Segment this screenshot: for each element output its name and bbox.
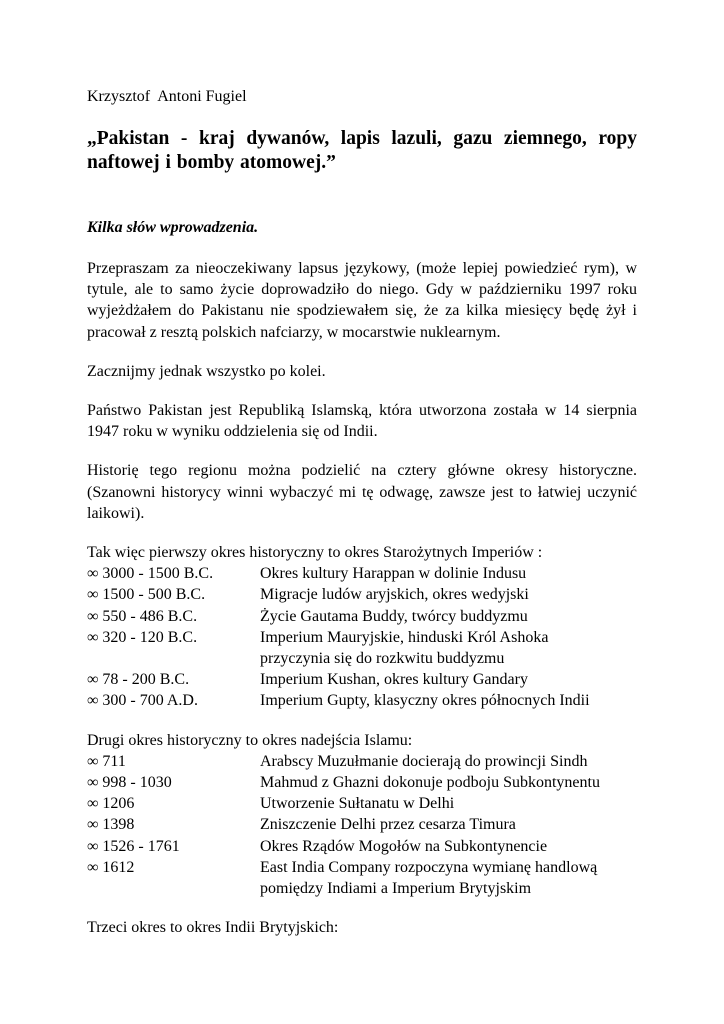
timeline-row <box>87 857 637 899</box>
timeline-row <box>87 669 637 690</box>
period3-intro: Trzeci okres to okres Indii Brytyjskich: <box>87 919 339 937</box>
timeline-event <box>260 563 637 584</box>
timeline-event <box>260 584 637 605</box>
timeline-event <box>260 857 637 899</box>
timeline-row <box>87 836 637 857</box>
timeline-event <box>260 836 637 857</box>
timeline-event <box>260 690 637 711</box>
timeline-date: ∞ 550 - 486 B.C. <box>87 607 198 625</box>
period2-timeline <box>87 751 637 899</box>
timeline-date: ∞ 1526 - 1761 <box>87 837 180 855</box>
section-heading: Kilka słów wprowadzenia. <box>87 219 259 236</box>
timeline-event <box>260 814 637 835</box>
timeline-row <box>87 772 637 793</box>
timeline-event-line: Imperium Kushan, okres kultury Gandary <box>260 671 528 689</box>
timeline-event-line: Życie Gautama Buddy, twórcy buddyzmu <box>260 607 528 625</box>
timeline-event <box>260 669 637 690</box>
document-page <box>87 86 637 938</box>
timeline-event-line: Okres Rządów Mogołów na Subkontynencie <box>260 837 548 855</box>
timeline-event-line: Utworzenie Sułtanatu w Delhi <box>260 795 455 813</box>
timeline-event <box>260 793 637 814</box>
timeline-row <box>87 690 637 711</box>
timeline-date: ∞ 320 - 120 B.C. <box>87 628 198 646</box>
document-title: „Pakistan - kraj dywanów, lapis lazuli, gazu ziemnego, ropy naftowej i bomby atomowej.” <box>87 128 637 173</box>
timeline-event <box>260 606 637 627</box>
timeline-event-line: Okres kultury Harappan w dolinie Indusu <box>260 565 527 583</box>
timeline-event-line: przyczynia się do rozkwitu buddyzmu <box>260 650 505 668</box>
timeline-date: ∞ 998 - 1030 <box>87 774 172 792</box>
timeline-row <box>87 563 637 584</box>
period2-intro: Drugi okres historyczny to okres nadejścia Islamu: <box>87 731 413 749</box>
timeline-date: ∞ 1500 - 500 B.C. <box>87 586 206 604</box>
timeline-row <box>87 814 637 835</box>
timeline-event-line: pomiędzy Indiami a Imperium Brytyjskim <box>260 880 532 898</box>
timeline-date: ∞ 300 - 700 A.D. <box>87 692 198 710</box>
timeline-event-line: Migracje ludów aryjskich, okres wedyjski <box>260 586 529 604</box>
timeline-date: ∞ 78 - 200 B.C. <box>87 671 190 689</box>
period1-timeline <box>87 563 637 711</box>
timeline-row <box>87 793 637 814</box>
timeline-date: ∞ 711 <box>87 752 126 770</box>
period1-intro: Tak więc pierwszy okres historyczny to okres Starożytnych Imperiów : <box>87 544 543 562</box>
timeline-event <box>260 627 637 669</box>
state-paragraph: Państwo Pakistan jest Republiką Islamską, która utworzona została w 14 sierpnia 1947 roku w wyniku oddzielenia się od Indii. <box>87 402 637 441</box>
timeline-date: ∞ 1206 <box>87 795 135 813</box>
author-name: Krzysztof Antoni Fugiel <box>87 88 247 105</box>
lets-start-paragraph: Zacznijmy jednak wszystko po kolei. <box>87 362 326 380</box>
timeline-row <box>87 606 637 627</box>
timeline-event-line: Zniszczenie Delhi przez cesarza Timura <box>260 816 516 834</box>
timeline-date: ∞ 3000 - 1500 B.C. <box>87 565 214 583</box>
timeline-event <box>260 772 637 793</box>
timeline-event <box>260 751 637 772</box>
intro-paragraph: Przepraszam za nieoczekiwany lapsus językowy, (może lepiej powiedzieć rym), w tytule, ale to samo życie doprowadziło do niego. Gdy w październiku 1997 roku wyjeżdżałem do Pakistanu nie spodziewałem się, że za kilka miesięcy będę żył i pracował z resztą polskich nafciarzy, w mocarstwie nuklearnym. <box>87 260 637 341</box>
timeline-event-line: Imperium Gupty, klasyczny okres północnych Indii <box>260 692 590 710</box>
timeline-date: ∞ 1612 <box>87 858 135 876</box>
timeline-row <box>87 584 637 605</box>
timeline-row <box>87 751 637 772</box>
timeline-event-line: Mahmud z Ghazni dokonuje podboju Subkontynentu <box>260 774 600 792</box>
timeline-event-line: East India Company rozpoczyna wymianę handlową <box>260 858 598 876</box>
timeline-date: ∞ 1398 <box>87 816 135 834</box>
timeline-row <box>87 627 637 669</box>
history-paragraph: Historię tego regionu można podzielić na cztery główne okresy historyczne. (Szanowni historycy winni wybaczyć mi tę odwagę, zawsze jest to łatwiej uczynić laikowi). <box>87 462 637 522</box>
timeline-event-line: Imperium Mauryjskie, hinduski Król Ashoka <box>260 628 549 646</box>
timeline-event-line: Arabscy Muzułmanie docierają do prowincji Sindh <box>260 752 588 770</box>
